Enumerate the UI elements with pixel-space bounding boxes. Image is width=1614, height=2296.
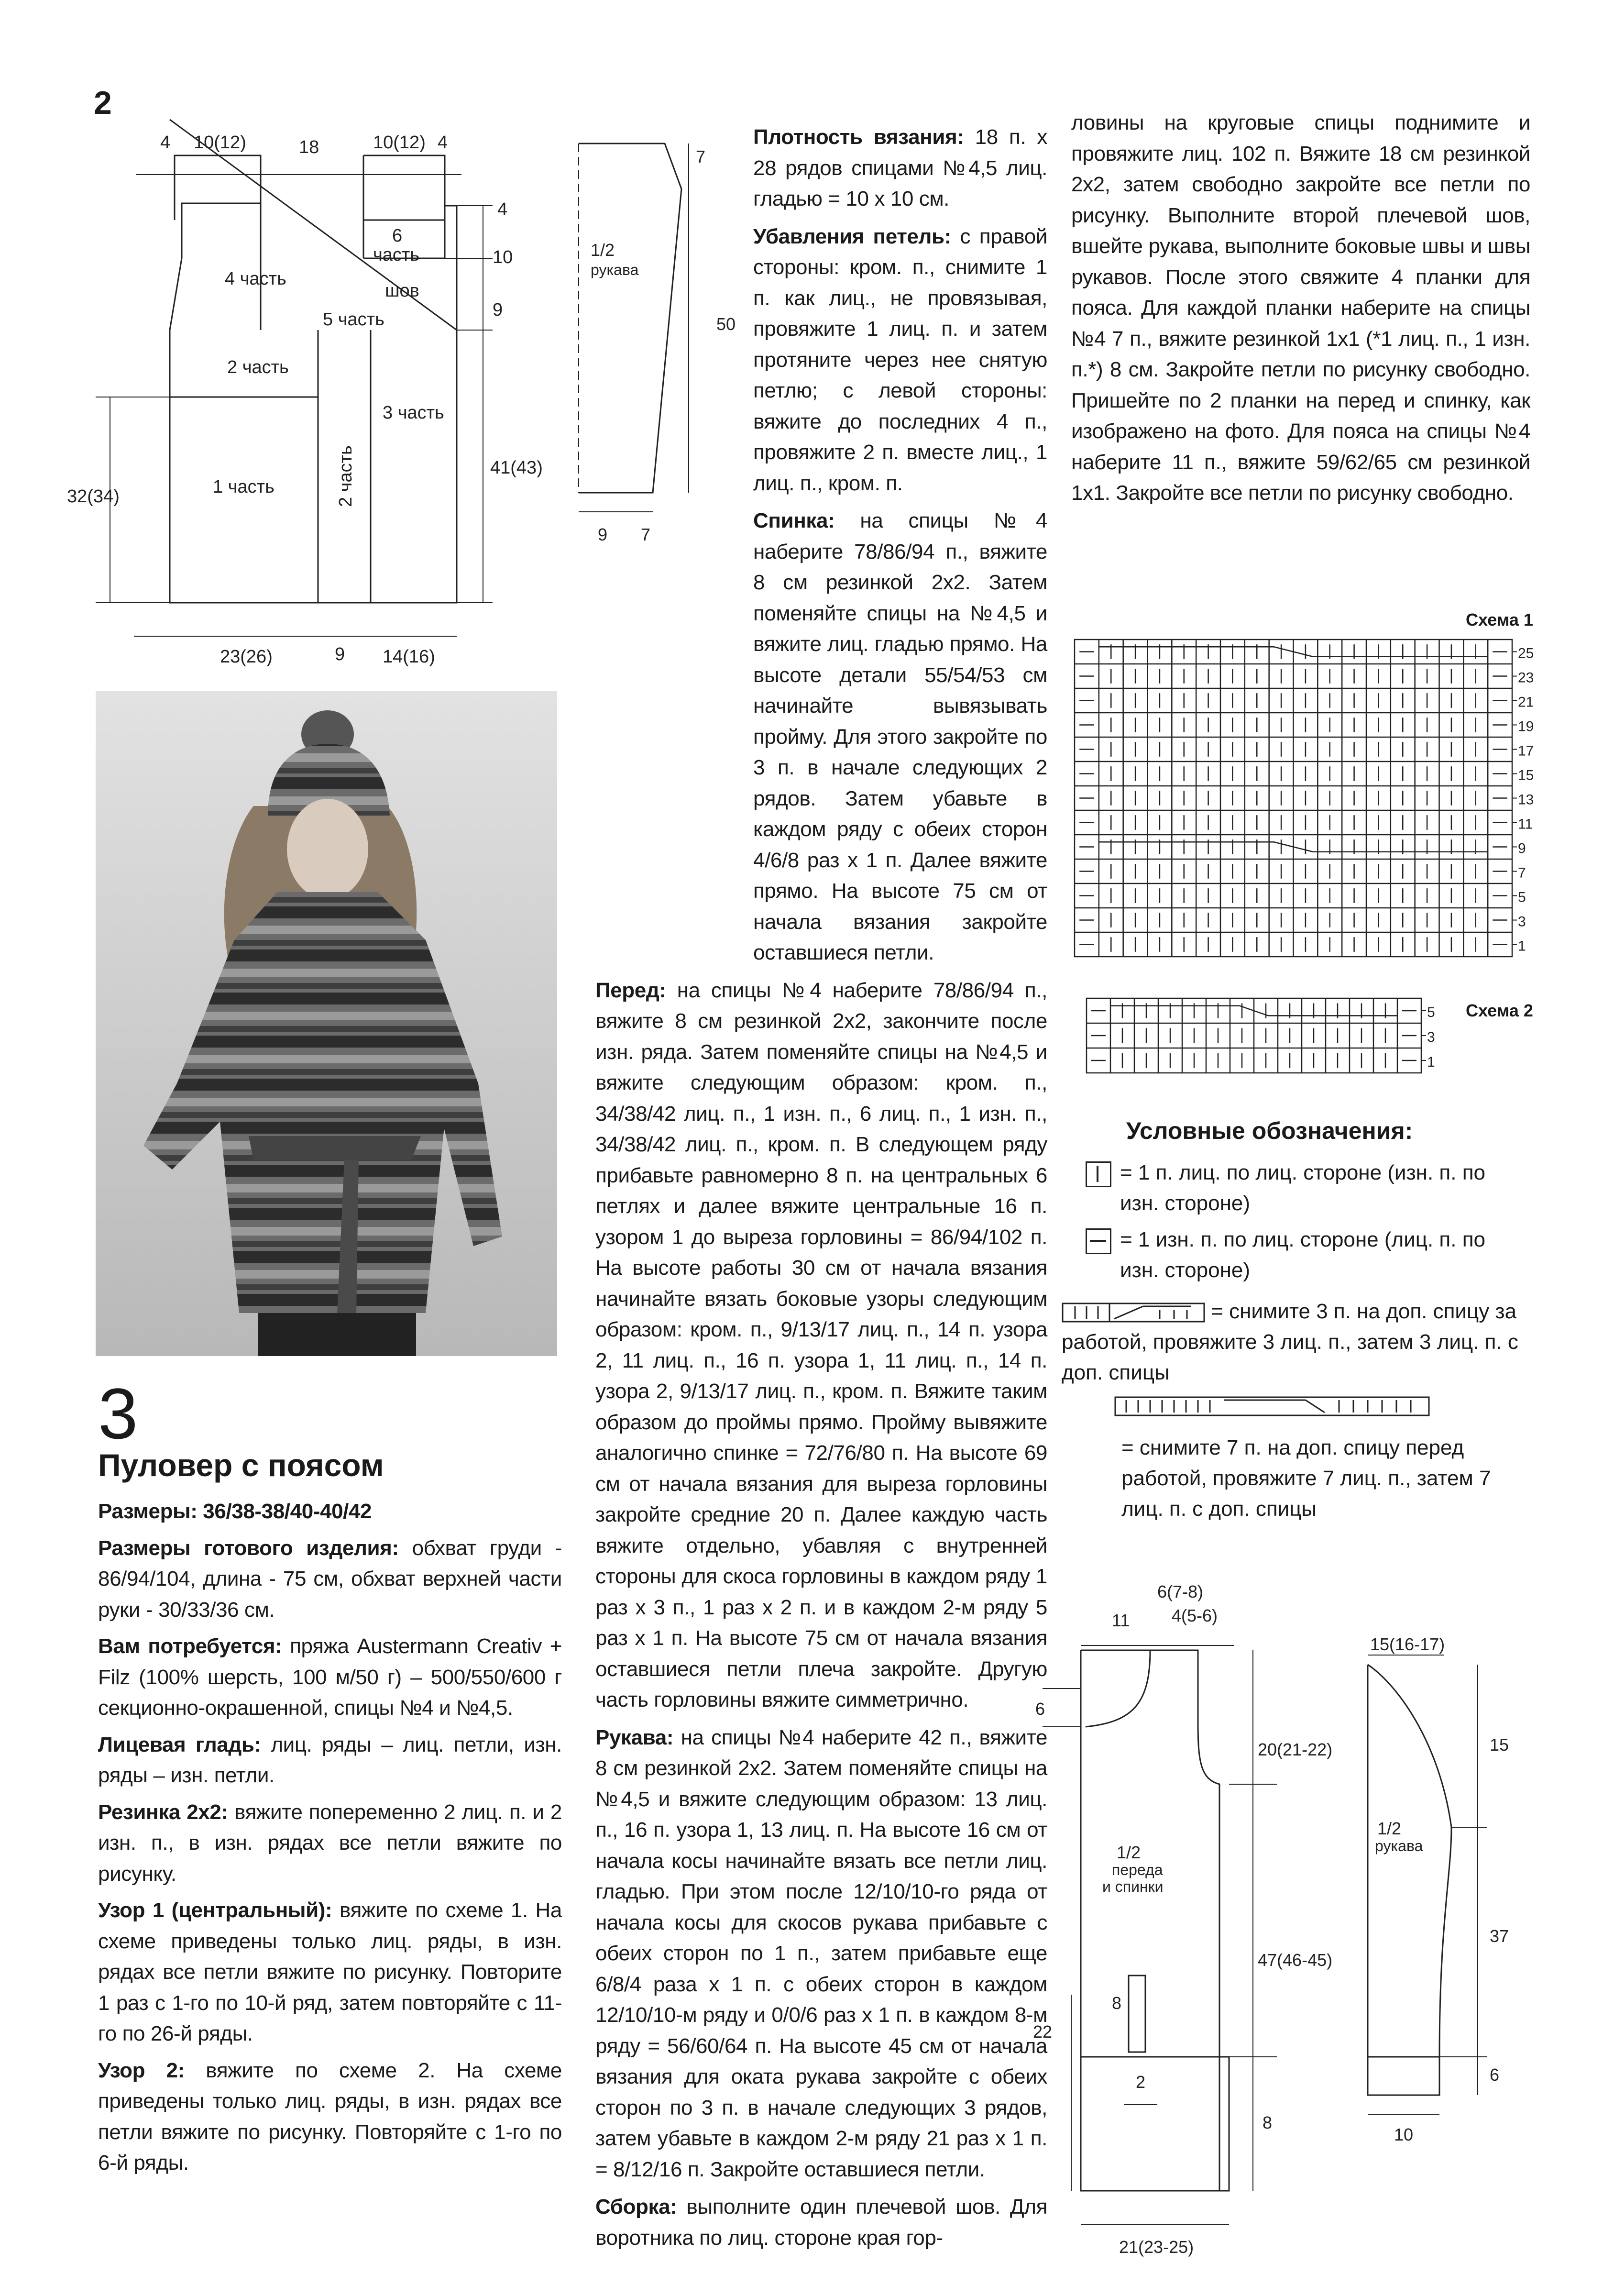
body-dim-2: 11 bbox=[1112, 1611, 1130, 1630]
mid-para-1: Плотность вязания: 18 п. х 28 рядов спицами №4,5 лиц. гладью = 10 х 10 см. bbox=[753, 125, 1047, 210]
left-para-1: Размеры готового изделия: обхват груди - 86/94/104, длина - 75 см, обхват верхней части руки - 30/33/36 см. bbox=[98, 1536, 562, 1622]
legend-item-purl: = 1 изн. п. по лиц. стороне (лиц. п. по изн. стороне) bbox=[1086, 1225, 1516, 1286]
left-para-3: Лицевая гладь: лиц. ряды – лиц. петли, изн. ряды – изн. петли. bbox=[98, 1733, 562, 1787]
pattern-diagram-sleeve bbox=[1349, 1636, 1540, 2172]
body-dim-9: 22 bbox=[1033, 2022, 1053, 2042]
chart-row-number: 17 bbox=[1518, 743, 1534, 759]
dim-bottom-2: 9 bbox=[335, 644, 345, 664]
dim-top-1: 4 bbox=[160, 132, 171, 153]
seam-label: шов bbox=[385, 281, 419, 301]
dim-right-3: 9 bbox=[493, 300, 503, 320]
scheme1-label: Схема 1 bbox=[1466, 610, 1533, 629]
body-dim-1: 6(7-8) bbox=[1157, 1582, 1204, 1601]
dim-right-2: 10 bbox=[493, 247, 513, 267]
body-label-2: переда bbox=[1112, 1861, 1163, 1878]
left-column bbox=[98, 1496, 562, 2185]
body-label-1: 1/2 bbox=[1117, 1843, 1141, 1862]
middle-column bbox=[595, 122, 1047, 2253]
sleeve-label-1: 1/2 bbox=[1377, 1819, 1402, 1838]
model-photo bbox=[96, 691, 557, 1356]
chart-row-number: 23 bbox=[1518, 670, 1534, 686]
sleeve-label-2: рукава bbox=[1375, 1837, 1423, 1854]
pattern-diagram-parts bbox=[67, 120, 543, 670]
cable-7-icon-wrap bbox=[1114, 1394, 1478, 1421]
body-dim-5: 20(21-22) bbox=[1258, 1740, 1333, 1759]
chart-row-number: 5 bbox=[1427, 1004, 1435, 1020]
part-2-vertical-label: 2 часть bbox=[336, 445, 356, 507]
mid-para-5: Рукава: на спицы №4 наберите 42 п., вяжите 8 см резинкой 2х2. Затем поменяйте спицы на №4,5 и вяжите следующим образом: 13 лиц. п., 16 п. узора 1, 13 лиц. п. На высоте 16 см от начала косы начинайте вязать все петли лиц. гладью. При этом после 12/10/10-го ряда от начала косы для скосов рукава прибавьте с обеих сторон по 1 п., затем прибавьте еще 6/8/4 раза х 1 п. с обеих сторон в каждом 12/10/10-м ряду и 0/0/6 раз х 1 п. в каждом 8-м ряду = 56/60/64 п. На высоте 45 см от начала вязания для оката рукава закройте с обеих сторон по 3 п. в начале следующих 3 рядов, затем убавьте в каждом 2-м ряду 21 раз х 1 п. = 8/12/16 п. Закройте оставшиеся петли. bbox=[595, 1725, 1047, 2181]
chart-row-number: 3 bbox=[1518, 914, 1526, 930]
chart-row-number: 25 bbox=[1518, 645, 1534, 662]
cable-3-icon bbox=[1062, 1301, 1205, 1325]
part-4-label: 4 часть bbox=[225, 269, 286, 289]
part-5-label: 5 часть bbox=[323, 309, 384, 330]
part-1-label: 1 часть bbox=[213, 477, 274, 497]
purl-stitch-icon bbox=[1086, 1228, 1111, 1254]
legend-item-cable3: = снимите 3 п. на доп. спицу за работой, провяжите 3 лиц. п., затем 3 лиц. п. с доп. спицы bbox=[1062, 1300, 1518, 1384]
sleeve-top-dim-2: 50 bbox=[716, 314, 736, 334]
article-number: 3 bbox=[98, 1373, 138, 1454]
chart-row-number: 13 bbox=[1518, 792, 1534, 808]
legend-item-knit: = 1 п. лиц. по лиц. стороне (изн. п. по изн. стороне) bbox=[1086, 1158, 1516, 1219]
part-3-label: 3 часть bbox=[383, 403, 444, 423]
body-dim-11: 21(23-25) bbox=[1119, 2237, 1194, 2257]
dim-right-1: 4 bbox=[497, 199, 508, 220]
left-para-6: Узор 2: вяжите по схеме 2. На схеме приведены только лиц. ряды, в изн. рядах все петли вяжите по рисунку. Повторяйте с 1-го по 6-й ряды. bbox=[98, 2058, 562, 2175]
dim-bottom-1: 23(26) bbox=[220, 647, 273, 667]
sleeve-dim-3: 37 bbox=[1490, 1926, 1509, 1946]
right-column-text: ловины на круговые спицы поднимите и провяжите лиц. 102 п. Вяжите 18 см резинкой 2х2, затем свободно закройте все петли по рисунку. Выполните второй плечевой шов, вшейте рукава, выполните боковые швы и швы рукавов. После этого свяжите 4 планки для пояса. Для каждой планки наберите на спицы №4 7 п., вяжите резинкой 1х1 (*1 лиц. п., 1 изн. п.*) 8 см. Закройте петли по рисунку свободно. Пришейте по 2 планки на перед и спинку, как изображено на фото. Для пояса на спицы №4 наберите 11 п., вяжите 59/62/65 см резинкой 1х1. Закройте все петли по рисунку свободно. bbox=[1071, 111, 1530, 505]
mid-para-6: Сборка: выполните один плечевой шов. Для воротника по лиц. стороне края гор- bbox=[595, 2195, 1047, 2250]
sleeve-top-dim-3: 9 bbox=[598, 525, 608, 544]
chart-row-number: 15 bbox=[1518, 767, 1534, 784]
scheme2-label: Схема 2 bbox=[1466, 1001, 1533, 1020]
left-para-5: Узор 1 (центральный): вяжите по схеме 1. На схеме приведены только лиц. ряды, в изн. рядах все петли вяжите по рисунку. Повторите 1 раз с 1-го по 10-й ряд, затем повторяйте с 11-го по 26-й ряды. bbox=[98, 1899, 562, 2045]
dim-top-4: 10(12) bbox=[373, 132, 426, 153]
left-para-2: Вам потребуется: пряжа Austermann Creativ + Filz (100% шерсть, 100 м/50 г) – 500/550/600 г секционно-окрашенной, спицы №4 и №4,5. bbox=[98, 1634, 562, 1720]
sleeve-dim-1: 15(16-17) bbox=[1370, 1634, 1445, 1654]
sleeve-dim-2: 15 bbox=[1490, 1735, 1509, 1755]
dim-left: 32(34) bbox=[67, 486, 120, 507]
body-dim-6: 8 bbox=[1112, 1993, 1122, 2013]
sleeve-top-dim-4: 7 bbox=[641, 525, 651, 544]
chart-row-number: 3 bbox=[1427, 1029, 1435, 1045]
mid-para-3a: Спинка: на спицы №4 наберите 78/86/94 п., вяжите 8 см резинкой 2х2. Затем поменяйте спицы на №4,5 и вяжите лиц. гладью прямо. На высоте детали 55/54/53 см начинайте вывязывать пройму. Для этого закройте по 3 п. в начале следующих 2 рядов. Затем убавьте в каждом ряду с обеих сторон 4/6/8 раз х 1 п. Далее вяжите прямо. На высоте 75 см от начала вязания закройте оставшиеся петли. bbox=[753, 509, 1047, 964]
mid-para-2: Убавления петель: с правой стороны: кром. п., снимите 1 п. как лиц., не провязывая, провяжите 1 лиц. п. и затем протяните через нее снятую петлю; с левой стороны: вяжите до последних 4 п., провяжите 2 п. вместе лиц., 1 лиц. п., кром. п. bbox=[753, 224, 1047, 495]
part-6-num: 6 bbox=[392, 226, 403, 246]
pattern-diagram-body bbox=[1028, 1578, 1333, 2272]
body-dim-4: 6 bbox=[1035, 1699, 1045, 1719]
body-dim-3: 4(5-6) bbox=[1172, 1606, 1218, 1625]
chart-row-number: 11 bbox=[1518, 816, 1533, 832]
body-dim-10: 8 bbox=[1263, 2113, 1273, 2132]
sizes-line: Размеры: 36/38-38/40-40/42 bbox=[98, 1500, 372, 1523]
legend-title: Условные обозначения: bbox=[1126, 1117, 1413, 1144]
sleeve-top-label-2: рукава bbox=[591, 261, 639, 278]
chart-row-number: 5 bbox=[1518, 889, 1526, 905]
dim-top-2: 10(12) bbox=[194, 132, 246, 153]
page-number: 2 bbox=[94, 85, 112, 121]
scheme2-chart bbox=[1086, 997, 1459, 1083]
left-para-4: Резинка 2х2: вяжите попеременно 2 лиц. п. и 2 изн. п., в изн. рядах все петли вяжите по рисунку. bbox=[98, 1800, 562, 1886]
sleeve-dim-5: 10 bbox=[1394, 2125, 1414, 2144]
dim-right-4: 41(43) bbox=[490, 458, 543, 478]
scheme1-chart bbox=[1074, 639, 1542, 964]
article-title: Пуловер с поясом bbox=[98, 1447, 384, 1483]
chart-row-number: 7 bbox=[1518, 865, 1526, 881]
body-label-3: и спинки bbox=[1102, 1878, 1164, 1895]
knit-stitch-icon bbox=[1086, 1161, 1111, 1187]
sleeve-dim-4: 6 bbox=[1490, 2065, 1500, 2085]
cable-7-icon bbox=[1114, 1394, 1430, 1418]
part-6-label: часть bbox=[373, 245, 420, 265]
body-dim-7: 47(46-45) bbox=[1258, 1950, 1333, 1970]
chart-row-number: 9 bbox=[1518, 840, 1526, 857]
dim-top-3: 18 bbox=[299, 137, 319, 157]
sleeve-top-dim-1: 7 bbox=[696, 147, 706, 166]
chart-row-number: 21 bbox=[1518, 694, 1534, 710]
chart-row-number: 1 bbox=[1427, 1054, 1435, 1070]
mid-para-4: Перед: на спицы №4 наберите 78/86/94 п., вяжите 8 см резинкой 2х2, закончите после изн. ряда. Затем поменяйте спицы на №4,5 и вяжите следующим образом: кром. п., 34/38/42 лиц. п., 1 изн. п., 6 лиц. п., 1 изн. п., 34/38/42 лиц. п., кром. п. В следующем ряду прибавьте равномерно 8 п. на центральных 6 петлях и далее вяжите центральные 16 п. узором 1 до выреза горловины = 86/94/102 п. На высоте работы 30 см от начала вязания начинайте вязать боковые узоры следующим образом: кром. п., 9/13/17 лиц. п., 14 п. узора 2, 11 лиц. п., 16 п. узора 1, 11 лиц. п., 14 п. узора 2, 9/13/17 лиц. п., кром. п. Вяжите таким образом до проймы прямо. Пройму вывяжите аналогично спинке = 72/76/80 п. На высоте 69 см от начала вязания для выреза горловины закройте средние 20 п. Далее каждую часть вяжите отдельно, убавляя с внутренней стороны для скоса горловины в каждом ряду 1 раз х 3 п., 1 раз х 2 п. и в каждом 2-м ряду 5 раз х 1 п. На высоте 75 см от начала вязания оставшиеся петли плеча закройте. Другую часть горловины вяжите симметрично. bbox=[595, 978, 1047, 1711]
part-2-label: 2 часть bbox=[227, 357, 289, 377]
legend-item-cable7: = снимите 7 п. на доп. спицу перед работой, провяжите 7 лиц. п., затем 7 лиц. п. с доп. спицы bbox=[1121, 1436, 1491, 1521]
dim-top-5: 4 bbox=[438, 132, 448, 153]
chart-row-number: 19 bbox=[1518, 718, 1534, 735]
dim-bottom-3: 14(16) bbox=[383, 647, 435, 667]
body-dim-8: 2 bbox=[1136, 2072, 1146, 2092]
chart-row-number: 1 bbox=[1518, 938, 1526, 954]
sleeve-top-label-1: 1/2 bbox=[591, 240, 615, 260]
